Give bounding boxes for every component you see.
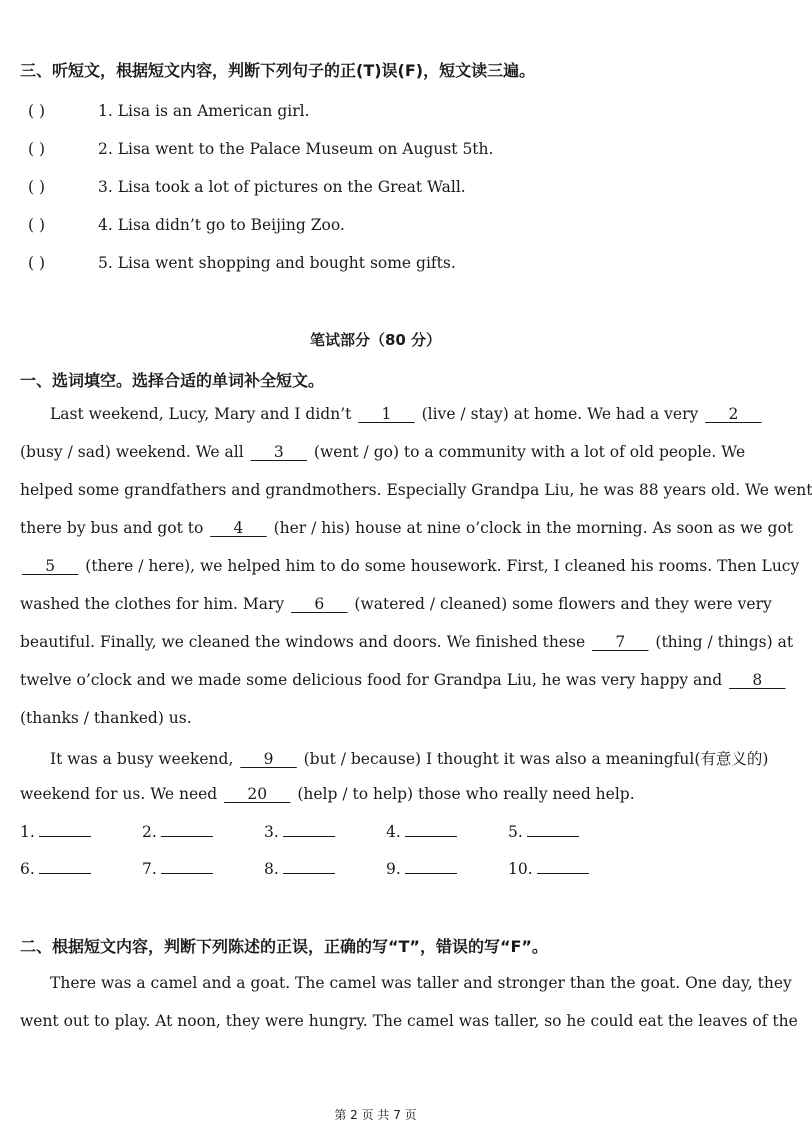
answer-line[interactable] <box>405 824 457 837</box>
passage-line <box>20 443 746 461</box>
tf-item-1 <box>28 102 310 120</box>
passage-text: (watered / cleaned) some flowers and they were very <box>349 595 772 613</box>
answer-number: 8. <box>264 860 279 878</box>
tf-item-2 <box>28 140 493 158</box>
answer-slot[interactable] <box>20 823 142 841</box>
passage-text: (live / stay) at home. We had a very <box>416 405 704 423</box>
blank-8[interactable]: ___8___ <box>729 671 786 689</box>
answer-parentheses[interactable]: ( ) <box>28 254 46 272</box>
blank-5[interactable]: ___5___ <box>22 557 79 575</box>
answer-number: 6. <box>20 860 35 878</box>
passage-text: (went / go) to a community with a lot of old people. We <box>309 443 746 461</box>
passage-line <box>20 595 772 613</box>
tf-item-text: 5. Lisa went shopping and bought some gifts. <box>98 254 456 272</box>
tf-item-text: 2. Lisa went to the Palace Museum on August 5th. <box>98 140 494 158</box>
blank-7[interactable]: ___7___ <box>592 633 649 651</box>
answer-row-2 <box>20 860 630 878</box>
tf-item-text: 4. Lisa didn’t go to Beijing Zoo. <box>98 216 345 234</box>
passage-text: helped some grandfathers and grandmothers. Especially Grandpa Liu, he was 88 years old. We went <box>20 481 812 499</box>
passage-text: (but / because) I thought it was also a meaningful(有意义的) <box>298 750 769 768</box>
passage-text: (there / here), we helped him to do some housework. First, I cleaned his rooms. Then Lucy <box>80 557 800 575</box>
answer-row-1 <box>20 823 630 841</box>
passage-text: twelve o’clock and we made some delicious food for Grandpa Liu, he was very happy and <box>20 671 728 689</box>
answer-line[interactable] <box>39 824 91 837</box>
answer-number: 9. <box>386 860 401 878</box>
passage-text: (help / to help) those who really need help. <box>292 785 635 803</box>
answer-number: 3. <box>264 823 279 841</box>
passage-line <box>20 481 812 499</box>
blank-9[interactable]: ___9___ <box>240 750 297 768</box>
passage-text: beautiful. Finally, we cleaned the windows and doors. We finished these <box>20 633 591 651</box>
section3-heading: 三、听短文，根据短文内容，判断下列句子的正(T)误(F)，短文读三遍。 <box>20 61 536 80</box>
answer-slot[interactable] <box>386 823 508 841</box>
answer-slot[interactable] <box>142 860 264 878</box>
passage-line <box>20 519 794 537</box>
passage-line <box>20 557 800 575</box>
page-footer: 第 2 页 共 7 页 <box>334 1108 417 1122</box>
blank-2[interactable]: ___2___ <box>705 405 762 423</box>
answer-parentheses[interactable]: ( ) <box>28 216 46 234</box>
answer-parentheses[interactable]: ( ) <box>28 102 46 120</box>
passage-text: washed the clothes for him. Mary <box>20 595 290 613</box>
answer-slot[interactable] <box>142 823 264 841</box>
answer-slot[interactable] <box>386 860 508 878</box>
answer-line[interactable] <box>527 824 579 837</box>
blank-10[interactable]: ___20___ <box>224 785 291 803</box>
tf-item-text: 3. Lisa took a lot of pictures on the Great Wall. <box>98 178 466 196</box>
answer-number: 10. <box>508 860 533 878</box>
passage-text: weekend for us. We need <box>20 785 223 803</box>
answer-slot[interactable] <box>20 860 142 878</box>
passage-line <box>20 405 762 423</box>
passage-text: (thanks / thanked) us. <box>20 709 192 727</box>
answer-parentheses[interactable]: ( ) <box>28 178 46 196</box>
passage-line <box>20 785 720 803</box>
answer-parentheses[interactable]: ( ) <box>28 140 46 158</box>
answer-line[interactable] <box>283 861 335 874</box>
passage-text: there by bus and got to <box>20 519 209 537</box>
answer-line[interactable] <box>537 861 589 874</box>
passage-line: There was a camel and a goat. The camel was taller and stronger than the goat. One day, they <box>50 974 792 992</box>
answer-number: 5. <box>508 823 523 841</box>
tf-item-5 <box>28 254 456 272</box>
answer-slot[interactable] <box>264 860 386 878</box>
answer-slot[interactable] <box>508 823 630 841</box>
answer-line[interactable] <box>39 861 91 874</box>
passage-line <box>20 709 720 727</box>
passage-line <box>20 747 769 769</box>
passage-text: (her / his) house at nine o’clock in the morning. As soon as we got <box>268 519 794 537</box>
blank-6[interactable]: ___6___ <box>291 595 348 613</box>
written-part-title: 笔试部分（80 分） <box>309 331 442 349</box>
passage-text: (busy / sad) weekend. We all <box>20 443 249 461</box>
answer-number: 4. <box>386 823 401 841</box>
answer-number: 2. <box>142 823 157 841</box>
answer-number: 7. <box>142 860 157 878</box>
part2-heading: 二、根据短文内容，判断下列陈述的正误，正确的写“T”，错误的写“F”。 <box>20 937 548 956</box>
tf-item-4 <box>28 216 345 234</box>
passage-text: (thing / things) at <box>650 633 794 651</box>
answer-line[interactable] <box>161 824 213 837</box>
answer-line[interactable] <box>283 824 335 837</box>
passage-line <box>20 671 786 689</box>
passage-line <box>20 633 794 651</box>
passage-text: Last weekend, Lucy, Mary and I didn’t <box>50 405 357 423</box>
blank-3[interactable]: ___3___ <box>250 443 307 461</box>
answer-slot[interactable] <box>508 860 630 878</box>
tf-item-3 <box>28 178 466 196</box>
part1-heading: 一、选词填空。选择合适的单词补全短文。 <box>20 371 325 390</box>
answer-slot[interactable] <box>264 823 386 841</box>
answer-number: 1. <box>20 823 35 841</box>
blank-1[interactable]: ___1___ <box>358 405 415 423</box>
blank-4[interactable]: ___4___ <box>210 519 267 537</box>
tf-item-text: 1. Lisa is an American girl. <box>98 102 310 120</box>
answer-line[interactable] <box>161 861 213 874</box>
passage-text: It was a busy weekend, <box>50 750 239 768</box>
passage-line: went out to play. At noon, they were hungry. The camel was taller, so he could eat the leaves of the <box>20 1012 798 1030</box>
answer-line[interactable] <box>405 861 457 874</box>
